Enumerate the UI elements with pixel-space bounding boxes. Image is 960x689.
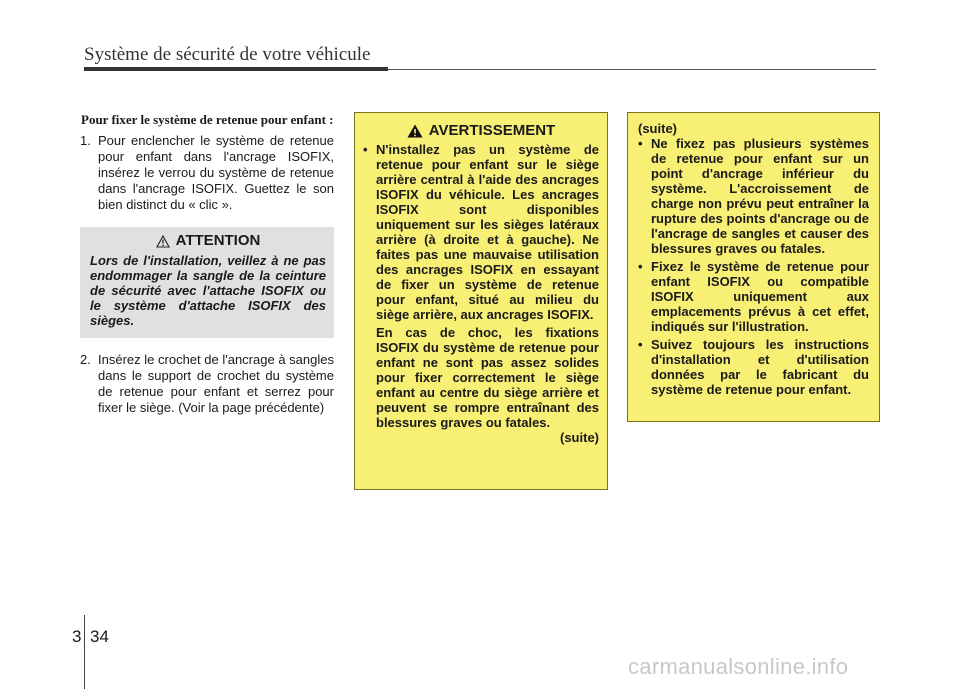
left-column <box>80 112 334 416</box>
step-number: 1. <box>80 133 91 148</box>
step-text: Pour enclencher le système de retenue pour enfant dans l'ancrage ISOFIX, insérez le verrou du système de retenue dans l'ancrage ISOFIX. Guettez le son bien distinct du « clic ». <box>98 133 334 212</box>
warning-bullet <box>638 259 869 334</box>
page-header-title: Système de sécurité de votre véhicule <box>84 44 371 65</box>
warning-bullet-text: N'installez pas un système de retenue pour enfant sur le siège arrière central à l'aide des ancrages ISOFIX du véhicule. Les ancrages ISOFIX sont disponibles uniquement sur les sièges latéraux arrière (à droite et à gauche). Ne faites pas une mauvaise utilisation des ancrages ISOFIX en essayant de fixer un système de retenue pour enfant, situé au milieu du siège arrière, aux ancrages ISOFIX. <box>376 142 599 322</box>
bullet-dot: • <box>363 142 368 157</box>
warning-title <box>363 123 599 138</box>
warning-bullet <box>638 136 869 256</box>
warning-bullet <box>638 337 869 397</box>
step-1 <box>80 133 334 213</box>
watermark-text: carmanualsonline.info <box>628 654 849 679</box>
continued-header: (suite) <box>638 121 677 136</box>
step-text: Insérez le crochet de l'ancrage à sangles dans le support de crochet du système de retenue pour enfant et serrez pour fixer le siège. (Voir la page précédente) <box>98 352 334 415</box>
warning-bullet-text: Fixez le système de retenue pour enfant ISOFIX ou compatible ISOFIX uniquement aux emplacements prévus à cet effet, indiqués sur l'illustration. <box>651 259 869 334</box>
bullet-dot: • <box>638 337 643 352</box>
warning-triangle-icon <box>407 124 423 138</box>
header-rule <box>84 67 388 71</box>
warning-paragraph: En cas de choc, les fixations ISOFIX du système de retenue pour enfant ne sont pas assez solides pour fixer correctement le siège enfant au centre du siège arrière et peuvent se rompre entraînant des blessures graves ou fatales. <box>376 325 599 430</box>
page-number-divider <box>84 615 85 689</box>
attention-title <box>90 233 326 249</box>
attention-box <box>80 227 334 338</box>
warning-bullet-text: Suivez toujours les instructions d'installation et d'utilisation données par le fabricant du système de retenue pour enfant. <box>651 337 869 397</box>
header-rule-thin <box>388 69 876 70</box>
bullet-dot: • <box>638 259 643 274</box>
section-subhead: Pour fixer le système de retenue pour enfant : <box>81 112 334 127</box>
warning-bullet <box>363 142 599 322</box>
warning-box <box>354 112 608 490</box>
step-number: 2. <box>80 352 91 367</box>
bullet-dot: • <box>638 136 643 151</box>
warning-bullet-text: Ne fixez pas plusieurs systèmes de retenue pour enfant sur un point d'ancrage inférieur du système. L'accroissement de charge non prévu peut entraîner la rupture des points d'ancrage ou de l'ancrage de sangles et causer des blessures graves ou fatales. <box>651 136 869 256</box>
attention-body: Lors de l'installation, veillez à ne pas endommager la sangle de la ceinture de sécurité avec l'attache ISOFIX ou le système d'attache ISOFIX des sièges. <box>90 253 326 328</box>
attention-title-text: ATTENTION <box>175 232 261 249</box>
page-number: 34 <box>90 627 109 646</box>
caution-triangle-icon <box>156 235 170 248</box>
step-2 <box>80 352 334 416</box>
warning-title-text: AVERTISSEMENT <box>428 122 556 139</box>
continued-label: (suite) <box>560 430 599 445</box>
warning-box-continued <box>627 112 880 422</box>
chapter-number: 3 <box>72 627 82 646</box>
